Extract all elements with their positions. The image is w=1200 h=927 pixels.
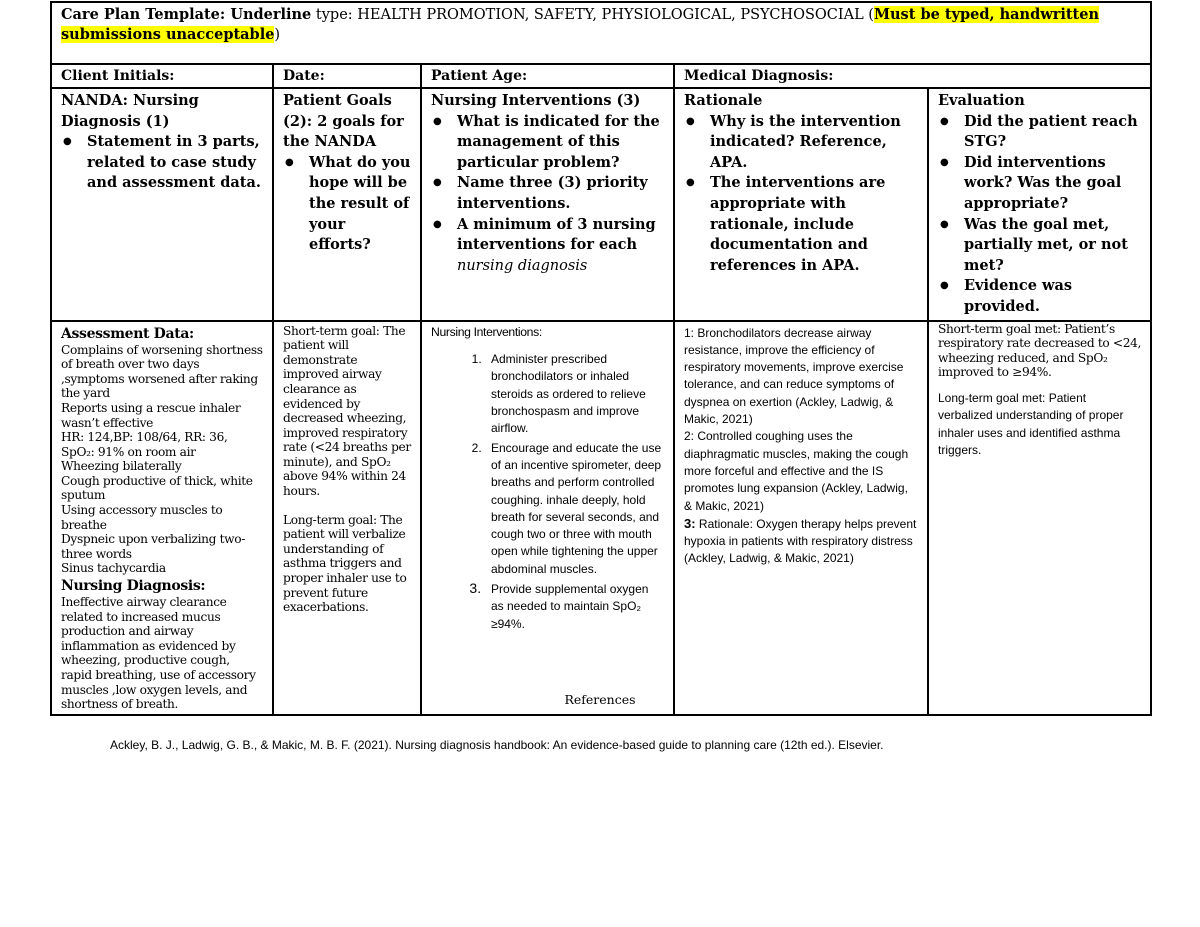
rationale-bullet: ● The interventions are appropriate with rationale, include documentation and references in APA. xyxy=(710,173,918,276)
assessment-line: Dyspneic upon verbalizing two-three words xyxy=(61,532,246,561)
rationale-prompt-cell xyxy=(674,88,928,321)
assessment-heading: Assessment Data: xyxy=(61,325,194,342)
assessment-cell xyxy=(51,321,273,715)
rationale-heading: Rationale xyxy=(684,92,763,109)
long-term-goal: Long-term goal: The patient will verbalize understanding of asthma triggers and proper inhaler use to prevent future exacerbations. xyxy=(283,512,407,615)
evaluation-prompt-cell xyxy=(928,88,1151,321)
interventions-bullet xyxy=(457,215,664,277)
interventions-bullet: ● Name three (3) priority interventions. xyxy=(457,173,664,214)
nanda-bullets xyxy=(61,132,263,194)
title-close: ) xyxy=(274,27,281,43)
interventions-prompt-cell xyxy=(421,88,674,321)
interventions-italic-tail: nursing diagnosis xyxy=(457,257,588,274)
assessment-line: Using accessory muscles to breathe xyxy=(61,503,223,532)
nanda-bullet: ● Statement in 3 parts, related to case study and assessment data. xyxy=(87,132,263,194)
title-cell xyxy=(51,2,1151,64)
goals-bullet: ● What do you hope will be the result of your efforts? xyxy=(309,153,411,256)
evaluation-bullet: ● Did interventions work? Was the goal appropriate? xyxy=(964,153,1141,215)
date-header: Date: xyxy=(273,64,421,88)
evaluation-heading: Evaluation xyxy=(938,92,1025,109)
assessment-line: SpO₂: 91% on room air xyxy=(61,444,196,459)
rationale-bullet: ● Why is the intervention indicated? Reference, APA. xyxy=(710,112,918,174)
nursing-diagnosis-heading: Nursing Diagnosis: xyxy=(61,578,206,595)
goals-heading: Patient Goals (2): 2 goals for the NANDA xyxy=(283,92,404,151)
title-rest: type: HEALTH PROMOTION, SAFETY, PHYSIOLOGICAL, PSYCHOSOCIAL ( xyxy=(311,7,874,23)
interventions-list xyxy=(431,351,664,633)
assessment-line: Sinus tachycardia xyxy=(61,561,166,576)
reference-entry: Ackley, B. J., Ladwig, G. B., & Makic, M. B. F. (2021). Nursing diagnosis handbook: An evidence-based guide to planning care (12th ed.). Elsevier. xyxy=(110,738,884,752)
rationale-3-number: 3: xyxy=(684,515,696,531)
intervention-item: 3. Provide supplemental oxygen as needed to maintain SpO₂ ≥94%. xyxy=(485,580,664,633)
interventions-bullet-text: A minimum of 3 nursing interventions for each xyxy=(457,215,656,254)
evaluation-bullet: ● Did the patient reach STG? xyxy=(964,112,1141,153)
rationale-3-text: Rationale: Oxygen therapy helps prevent hypoxia in patients with respiratory distress (Ackley, Ladwig, & Makic, 2021) xyxy=(684,516,917,566)
intervention-item: 2. Encourage and educate the use of an incentive spirometer, deep breaths and perform controlled coughing. inhale deeply, hold breath for several seconds, and cough two or three with mouth open while tightening the upper abdominal muscles. xyxy=(485,440,664,578)
nanda-heading: NANDA: Nursing Diagnosis (1) xyxy=(61,92,199,130)
assessment-line: Reports using a rescue inhaler wasn’t effective xyxy=(61,400,241,430)
rationale-1: 1: Bronchodilators decrease airway resistance, improve the efficiency of respiratory movements, improve exercise tolerance, and can reduce symptoms of dyspnea on exertion (Ackley, Ladwig, & Makic, 2021) xyxy=(684,325,904,427)
rationale-2: 2: Controlled coughing uses the diaphragmatic muscles, making the cough more forceful and effective and the IS promotes lung expansion (Ackley, Ladwig, & Makic, 2021) xyxy=(684,429,909,513)
rationale-bullets xyxy=(684,112,918,277)
goals-cell xyxy=(273,321,421,715)
title-prefix: Care Plan Template: xyxy=(61,6,231,23)
client-initials-header: Client Initials: xyxy=(51,64,273,88)
nursing-diagnosis-text: Ineffective airway clearance related to increased mucus production and airway inflammation as evidenced by wheezing, productive cough, rapid breathing, use of accessory muscles ,low oxygen levels, and shortness of breath. xyxy=(61,595,256,712)
interventions-data-heading: Nursing Interventions: xyxy=(431,324,542,339)
interventions-cell xyxy=(421,321,674,715)
interventions-bullet: ● What is indicated for the management of this particular problem? xyxy=(457,112,664,174)
title-highlight: Must be typed, handwritten submissions unacceptable xyxy=(61,6,1100,43)
evaluation-bullet: ● Evidence was provided. xyxy=(964,276,1141,317)
evaluation-bullet: ● Was the goal met, partially met, or not met? xyxy=(964,215,1141,277)
goals-prompt-cell xyxy=(273,88,421,321)
assessment-line: Wheezing bilaterally xyxy=(61,459,182,474)
evaluation-short-term: Short-term goal met: Patient’s respiratory rate decreased to <24, wheezing reduced, and SpO₂ improved to ≥94%. xyxy=(938,321,1142,380)
assessment-line: Cough productive of thick, white sputum xyxy=(61,473,253,503)
evaluation-cell xyxy=(928,321,1151,715)
title-underline-label: Underline xyxy=(230,6,312,23)
rationale-3 xyxy=(684,515,918,568)
rationale-cell xyxy=(674,321,928,715)
evaluation-long-term: Long-term goal met: Patient verbalized understanding of proper inhaler uses and identified asthma triggers. xyxy=(938,390,1124,457)
nanda-prompt-cell xyxy=(51,88,273,321)
patient-age-header: Patient Age: xyxy=(421,64,674,88)
references-heading: References xyxy=(564,692,636,707)
assessment-line: HR: 124,BP: 108/64, RR: 36, xyxy=(61,430,228,445)
care-plan-table xyxy=(50,1,1152,716)
assessment-line: Complains of worsening shortness of breath over two days ,symptoms worsened after raking the yard xyxy=(61,342,263,401)
interventions-bullets xyxy=(431,112,664,277)
medical-diagnosis-header: Medical Diagnosis: xyxy=(674,64,1151,88)
intervention-item: 1. Administer prescribed bronchodilators or inhaled steroids as ordered to relieve bronchospasm and improve airflow. xyxy=(485,351,664,437)
evaluation-bullets xyxy=(938,112,1141,318)
interventions-heading: Nursing Interventions (3) xyxy=(431,92,641,109)
short-term-goal: Short-term goal: The patient will demonstrate improved airway clearance as evidenced by decreased wheezing, improved respiratory rate (<24 breaths per minute), and SpO₂ above 94% within 24 hours. xyxy=(283,323,411,499)
goals-bullets xyxy=(283,153,411,256)
